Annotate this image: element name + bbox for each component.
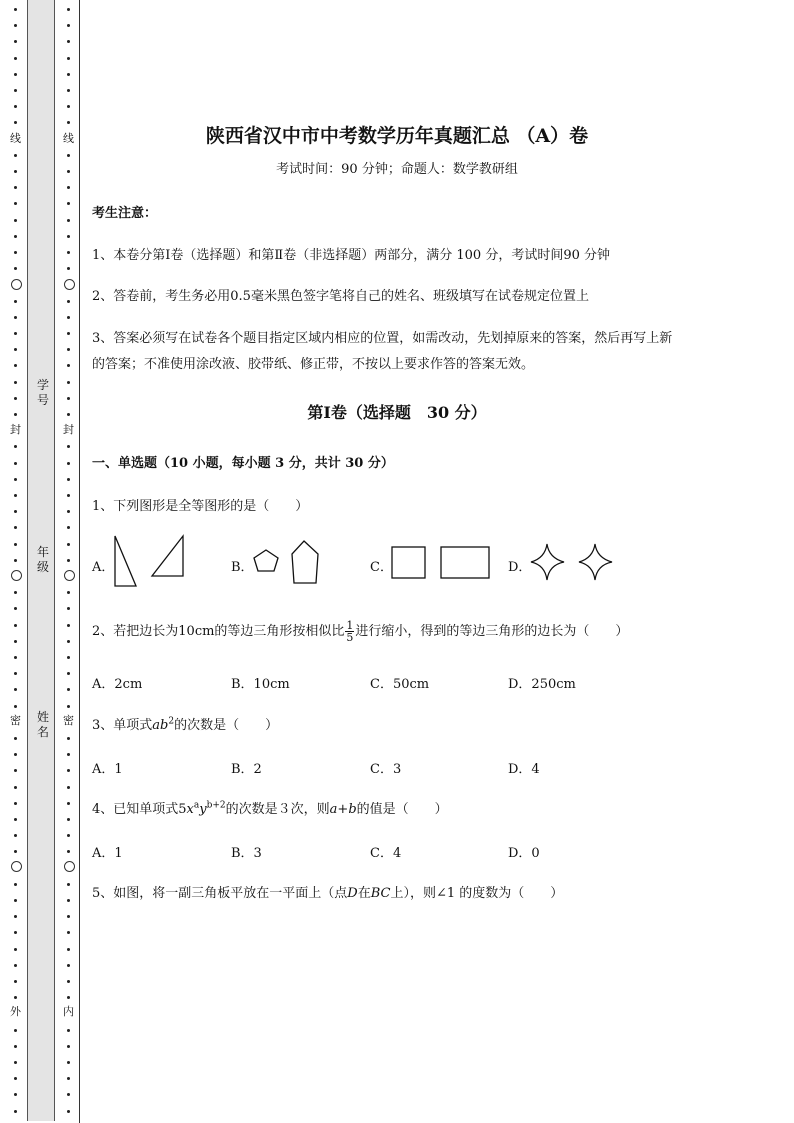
q3-var-b: b bbox=[160, 718, 169, 733]
q3-var-a: a bbox=[152, 718, 161, 733]
q4-var-x: x bbox=[186, 802, 194, 817]
q5-stem-start: 5、如图，将一副三角板平放在一平面上（点 bbox=[92, 886, 348, 901]
binding-dot bbox=[14, 219, 17, 222]
q3-stem-start: 3、单项式 bbox=[92, 718, 153, 733]
binding-dot bbox=[67, 850, 70, 853]
note-item: 2、答卷前，考生务必用0.5毫米黑色签字笔将自己的姓名、班级填写在试卷规定位置上 bbox=[92, 289, 589, 304]
binding-dot bbox=[67, 899, 70, 902]
binding-dot bbox=[67, 316, 70, 319]
q1-b-tall-pentagon bbox=[292, 541, 318, 583]
binding-dot bbox=[67, 40, 70, 43]
binding-dot bbox=[14, 364, 17, 367]
binding-dot bbox=[14, 57, 17, 60]
notes-heading: 考生注意： bbox=[92, 206, 158, 221]
inner-mark-feng: 封 bbox=[63, 423, 74, 436]
binding-dot bbox=[67, 624, 70, 627]
binding-dot bbox=[14, 73, 17, 76]
q1-option-b: B． bbox=[231, 560, 254, 575]
binding-dot bbox=[14, 802, 17, 805]
q2-stem-end: 进行缩小，得到的等边三角形的边长为（ ） bbox=[355, 624, 629, 639]
binding-dot bbox=[67, 834, 70, 837]
binding-dot bbox=[14, 316, 17, 319]
binding-dot bbox=[67, 948, 70, 951]
q2-option-c: C．50cm bbox=[370, 677, 430, 692]
binding-dot bbox=[14, 105, 17, 108]
binding-dot bbox=[67, 186, 70, 189]
binding-dot bbox=[67, 348, 70, 351]
q3-option-a: A．1 bbox=[92, 762, 123, 777]
q4-stem-mid: 的次数是３次，则 bbox=[225, 802, 330, 817]
binding-dot bbox=[67, 494, 70, 497]
binding-dot bbox=[14, 1077, 17, 1080]
binding-dot bbox=[14, 753, 17, 756]
binding-dot bbox=[14, 980, 17, 983]
binding-dot bbox=[14, 656, 17, 659]
binding-dot bbox=[67, 445, 70, 448]
binding-dot bbox=[67, 24, 70, 27]
question-1-stem: 1、下列图形是全等图形的是（ ） bbox=[92, 499, 309, 514]
binding-dot bbox=[67, 251, 70, 254]
binding-dot bbox=[14, 300, 17, 303]
binding-dot bbox=[67, 1110, 70, 1113]
q4-expression: a+b bbox=[329, 802, 357, 817]
binding-dot bbox=[14, 931, 17, 934]
binding-dot bbox=[14, 640, 17, 643]
binding-dot bbox=[14, 445, 17, 448]
binding-dot bbox=[67, 688, 70, 691]
binding-dot bbox=[67, 8, 70, 11]
binding-dot bbox=[67, 462, 70, 465]
binding-dot bbox=[14, 526, 17, 529]
binding-dot bbox=[67, 818, 70, 821]
q2-option-b: B．10cm bbox=[231, 677, 290, 692]
note-item: 的答案；不准使用涂改液、胶带纸、修正带，不按以上要求作答的答案无效。 bbox=[92, 357, 535, 372]
binding-dot bbox=[67, 802, 70, 805]
binding-dot bbox=[67, 235, 70, 238]
binding-dot bbox=[14, 737, 17, 740]
binding-dot bbox=[14, 624, 17, 627]
binding-dot bbox=[67, 915, 70, 918]
outer-mark-feng: 封 bbox=[10, 423, 21, 436]
inner-mark-mi: 密 bbox=[63, 714, 74, 727]
outer-mark-xian: 线 bbox=[10, 132, 21, 145]
q2-ratio-fraction bbox=[345, 620, 354, 643]
inner-circle bbox=[64, 570, 75, 581]
binding-dot bbox=[14, 251, 17, 254]
binding-dot bbox=[14, 591, 17, 594]
binding-dot bbox=[67, 105, 70, 108]
binding-dot bbox=[67, 753, 70, 756]
binding-dot bbox=[14, 964, 17, 967]
q1-b-pentagons-figure bbox=[250, 538, 325, 586]
question-3-stem bbox=[92, 714, 278, 733]
binding-dot bbox=[14, 705, 17, 708]
q4-option-b: B．3 bbox=[231, 846, 262, 861]
binding-dot bbox=[14, 543, 17, 546]
inner-mark-xian: 线 bbox=[63, 132, 74, 145]
binding-dot bbox=[67, 202, 70, 205]
question-5-stem bbox=[92, 882, 563, 901]
binding-dot bbox=[67, 672, 70, 675]
exam-info: 考试时间：90 分钟；命题人：数学教研组 bbox=[276, 162, 518, 177]
binding-dot bbox=[14, 769, 17, 772]
binding-dot bbox=[14, 948, 17, 951]
field-name: 姓名 bbox=[36, 710, 49, 739]
outer-circle bbox=[11, 570, 22, 581]
q4-var-y: y bbox=[199, 802, 207, 817]
q1-c-rectangles-figure bbox=[390, 545, 492, 581]
binding-dot bbox=[14, 89, 17, 92]
q1-d-stars-figure bbox=[530, 542, 615, 582]
q5-stem-mid: 在 bbox=[357, 886, 371, 901]
binding-dot bbox=[14, 818, 17, 821]
q1-option-c: C． bbox=[370, 560, 393, 575]
note-item: 3、答案必须写在试卷各个题目指定区域内相应的位置，如需改动，先划掉原来的答案，然后再写上新 bbox=[92, 331, 673, 346]
binding-dot bbox=[67, 381, 70, 384]
binding-dot bbox=[67, 964, 70, 967]
q5-segment-bc: BC bbox=[370, 886, 391, 901]
q1-b-small-pentagon bbox=[254, 550, 278, 571]
q3-exponent: 2 bbox=[168, 716, 175, 727]
binding-dot bbox=[67, 526, 70, 529]
binding-dot bbox=[14, 381, 17, 384]
binding-dot bbox=[67, 931, 70, 934]
binding-dot bbox=[67, 786, 70, 789]
binding-dot bbox=[67, 1061, 70, 1064]
question-4-stem bbox=[92, 798, 448, 817]
binding-dot bbox=[67, 640, 70, 643]
field-student-id: 学号 bbox=[36, 378, 49, 407]
binding-dot bbox=[14, 607, 17, 610]
binding-dot bbox=[14, 154, 17, 157]
q4-x-exponent: a bbox=[193, 800, 200, 811]
binding-dot bbox=[14, 494, 17, 497]
question-2-stem bbox=[92, 620, 628, 643]
q2-option-d: D．250cm bbox=[508, 677, 576, 692]
binding-dot bbox=[14, 834, 17, 837]
binding-dot bbox=[67, 705, 70, 708]
note-item: 1、本卷分第Ⅰ卷（选择题）和第Ⅱ卷（非选择题）两部分，满分 100 分，考试时间90 分钟 bbox=[92, 248, 610, 263]
binding-dot bbox=[14, 24, 17, 27]
binding-dot bbox=[67, 607, 70, 610]
section-title: 第Ⅰ卷（选择题 30 分） bbox=[307, 403, 487, 422]
binding-dot bbox=[67, 89, 70, 92]
q4-option-c: C．4 bbox=[370, 846, 402, 861]
q2-option-a: A．2cm bbox=[92, 677, 143, 692]
binding-dot bbox=[14, 1093, 17, 1096]
binding-dot bbox=[67, 591, 70, 594]
q3-stem-end: 的次数是（ ） bbox=[174, 718, 279, 733]
q1-d-star-2 bbox=[579, 544, 612, 580]
field-grade: 年级 bbox=[36, 545, 49, 574]
binding-dot bbox=[14, 786, 17, 789]
q4-y-exponent: b+2 bbox=[206, 800, 226, 811]
binding-dot bbox=[14, 186, 17, 189]
binding-dot bbox=[67, 1045, 70, 1048]
binding-dot bbox=[14, 462, 17, 465]
binding-dot bbox=[67, 478, 70, 481]
q2-fraction-denominator: 5 bbox=[346, 631, 354, 644]
q5-stem-end: 上），则∠1 的度数为（ ） bbox=[390, 886, 564, 901]
binding-dot bbox=[14, 559, 17, 562]
q4-stem-end: 的值是（ ） bbox=[356, 802, 448, 817]
q1-a-triangles-figure bbox=[110, 533, 190, 589]
binding-dot bbox=[67, 769, 70, 772]
binding-dot bbox=[67, 1077, 70, 1080]
binding-dot bbox=[14, 996, 17, 999]
q3-option-c: C．3 bbox=[370, 762, 402, 777]
q4-option-a: A．1 bbox=[92, 846, 123, 861]
binding-dot bbox=[67, 883, 70, 886]
binding-dot bbox=[14, 899, 17, 902]
binding-dot bbox=[14, 850, 17, 853]
binding-dot bbox=[67, 543, 70, 546]
q3-option-b: B．2 bbox=[231, 762, 262, 777]
q1-c-square bbox=[392, 547, 425, 578]
q4-stem-start: 4、已知单项式5 bbox=[92, 802, 187, 817]
binding-dot bbox=[14, 1061, 17, 1064]
binding-dot bbox=[14, 235, 17, 238]
binding-dot bbox=[14, 915, 17, 918]
binding-dot bbox=[67, 980, 70, 983]
binding-dot bbox=[67, 332, 70, 335]
q1-d-star-1 bbox=[531, 544, 564, 580]
binding-dot bbox=[14, 8, 17, 11]
q1-c-rectangle bbox=[441, 547, 489, 578]
binding-dot bbox=[14, 478, 17, 481]
q1-option-a: A． bbox=[92, 560, 115, 575]
inner-mark-nei: 内 bbox=[63, 1005, 74, 1018]
binding-dot bbox=[67, 559, 70, 562]
binding-dot bbox=[14, 332, 17, 335]
q2-stem-start: 2、若把边长为10cm的等边三角形按相似比 bbox=[92, 624, 345, 639]
binding-dot bbox=[67, 267, 70, 270]
q3-option-d: D．4 bbox=[508, 762, 540, 777]
binding-dot bbox=[14, 1110, 17, 1113]
binding-dot bbox=[67, 737, 70, 740]
binding-dot bbox=[67, 57, 70, 60]
binding-dot bbox=[67, 656, 70, 659]
binding-dot bbox=[67, 1029, 70, 1032]
binding-dot bbox=[14, 672, 17, 675]
binding-dot bbox=[67, 996, 70, 999]
binding-dot bbox=[67, 510, 70, 513]
q1-a-tall-triangle bbox=[115, 536, 136, 586]
binding-dot bbox=[67, 154, 70, 157]
outer-mark-mi: 密 bbox=[10, 714, 21, 727]
binding-dot bbox=[67, 219, 70, 222]
q1-option-d: D． bbox=[508, 560, 532, 575]
outer-circle bbox=[11, 861, 22, 872]
outer-circle bbox=[11, 279, 22, 290]
binding-dot bbox=[67, 300, 70, 303]
page-title: 陕西省汉中市中考数学历年真题汇总 （A）卷 bbox=[205, 125, 589, 147]
part-heading: 一、单选题（10 小题，每小题 3 分，共计 30 分） bbox=[92, 456, 394, 471]
q5-point-d: D bbox=[347, 886, 358, 901]
q4-option-d: D．0 bbox=[508, 846, 540, 861]
binding-dot bbox=[67, 73, 70, 76]
binding-dot bbox=[14, 1029, 17, 1032]
binding-dot bbox=[14, 202, 17, 205]
binding-dot bbox=[14, 348, 17, 351]
binding-dot bbox=[67, 1093, 70, 1096]
q2-fraction-numerator: 1 bbox=[346, 619, 354, 632]
q1-a-wide-triangle bbox=[152, 536, 183, 576]
inner-circle bbox=[64, 861, 75, 872]
binding-dot bbox=[14, 267, 17, 270]
binding-dot bbox=[14, 1045, 17, 1048]
binding-dot bbox=[14, 883, 17, 886]
binding-dot bbox=[14, 688, 17, 691]
binding-dot bbox=[14, 510, 17, 513]
inner-circle bbox=[64, 279, 75, 290]
outer-mark-wai: 外 bbox=[10, 1005, 21, 1018]
binding-dot bbox=[67, 364, 70, 367]
binding-dot bbox=[14, 40, 17, 43]
